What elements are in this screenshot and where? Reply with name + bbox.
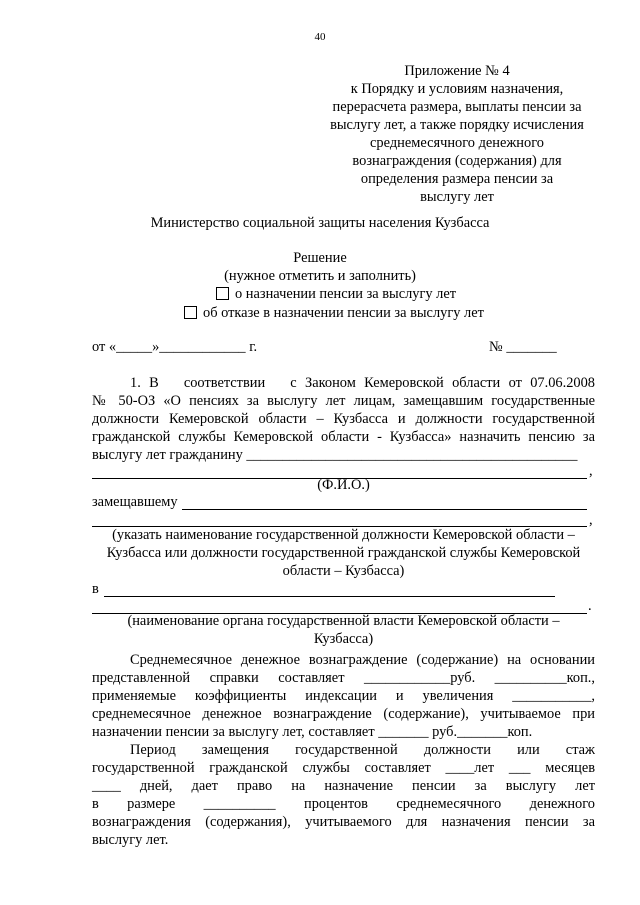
comma: , bbox=[589, 512, 593, 528]
appendix-line: вознаграждения (содержания) для bbox=[352, 153, 562, 169]
para3-line: в размере __________ процентов среднемесячного денежного bbox=[92, 796, 595, 812]
para2-line: назначении пенсии за выслугу лет, составляет _______ руб._______коп. bbox=[92, 724, 533, 740]
appendix-header bbox=[318, 62, 596, 206]
appendix-line: определения размера пенсии за bbox=[360, 171, 554, 187]
appendix-line: выслугу лет, а также порядку исчисления bbox=[330, 117, 584, 133]
para1-line: № 50-ОЗ «О пенсиях за выслугу лет лицам, замещавшим государственные bbox=[92, 393, 595, 409]
organ-label-line: (наименование органа государственной власти Кемеровской области – bbox=[127, 613, 560, 629]
option-assign-label: о назначении пенсии за выслугу лет bbox=[235, 286, 457, 302]
refuse-checkbox[interactable] bbox=[184, 306, 197, 319]
decision-title: Решение bbox=[293, 250, 347, 266]
appendix-line: Приложение № 4 bbox=[404, 63, 510, 79]
position-label-line: (указать наименование государственной должности Кемеровской области – bbox=[112, 527, 575, 543]
number-field[interactable]: № _______ bbox=[489, 339, 557, 355]
fio-label: (Ф.И.О.) bbox=[317, 477, 370, 493]
organ-label-line: Кузбасса) bbox=[313, 631, 374, 647]
date-field[interactable]: от «_____»____________ г. bbox=[92, 339, 258, 355]
appendix-line: перерасчета размера, выплаты пенсии за bbox=[332, 99, 582, 115]
option-refuse-label: об отказе в назначении пенсии за выслугу лет bbox=[203, 305, 484, 321]
citizen-name-field[interactable]: выслугу лет гражданину ______________________________________________ bbox=[92, 447, 578, 463]
position-blank-line[interactable] bbox=[182, 509, 587, 510]
para2-line: применяемые коэффициенты индексации и увеличения ___________, bbox=[92, 688, 595, 704]
decision-note: (нужное отметить и заполнить) bbox=[224, 268, 416, 284]
option-assign-row bbox=[216, 286, 456, 303]
substituted-label: замещавшему bbox=[92, 494, 178, 510]
para3-line: государственной гражданской службы составляет ____лет ___ месяцев bbox=[92, 760, 595, 776]
in-label: в bbox=[92, 581, 99, 597]
para3-line: ____ дней, дает право на назначение пенсии за выслугу лет bbox=[92, 778, 595, 794]
para2-line: представленной справки составляет ____________руб. __________коп., bbox=[92, 670, 595, 686]
para1-line: 1. В соответствии с Законом Кемеровской области от 07.06.2008 bbox=[130, 375, 595, 391]
page-number: 40 bbox=[314, 31, 326, 43]
appendix-line: среднемесячного денежного bbox=[370, 135, 544, 151]
appendix-line: к Порядку и условиям назначения, bbox=[350, 81, 564, 97]
decision-header bbox=[0, 249, 640, 285]
para1-line: гражданской службы Кемеровской области - Кузбасса» назначить пенсию за bbox=[92, 429, 595, 445]
comma: , bbox=[589, 463, 593, 479]
position-label-line: области – Кузбасса) bbox=[282, 563, 405, 579]
appendix-line: выслугу лет bbox=[420, 189, 494, 205]
para2-line: Среднемесячное денежное вознаграждение (содержание) на основании bbox=[130, 652, 595, 668]
option-refuse-row bbox=[184, 305, 484, 322]
position-label-line: Кузбасса или должности государственной гражданской службы Кемеровской bbox=[106, 545, 581, 561]
para1-line: должности Кемеровской области – Кузбасса и должности государственной bbox=[92, 411, 595, 427]
para2-line: среднемесячное денежное вознаграждение (содержание), учитываемое при bbox=[92, 706, 595, 722]
period: . bbox=[588, 598, 592, 614]
para3-line: вознаграждения (содержания), учитываемого для назначения пенсии за bbox=[92, 814, 595, 830]
organ-blank-line[interactable] bbox=[104, 596, 555, 597]
assign-checkbox[interactable] bbox=[216, 287, 229, 300]
para3-line: Период замещения государственной должности или стаж bbox=[130, 742, 595, 758]
para3-line: выслугу лет. bbox=[92, 832, 169, 848]
ministry-name: Министерство социальной защиты населения Кузбасса bbox=[150, 215, 490, 231]
